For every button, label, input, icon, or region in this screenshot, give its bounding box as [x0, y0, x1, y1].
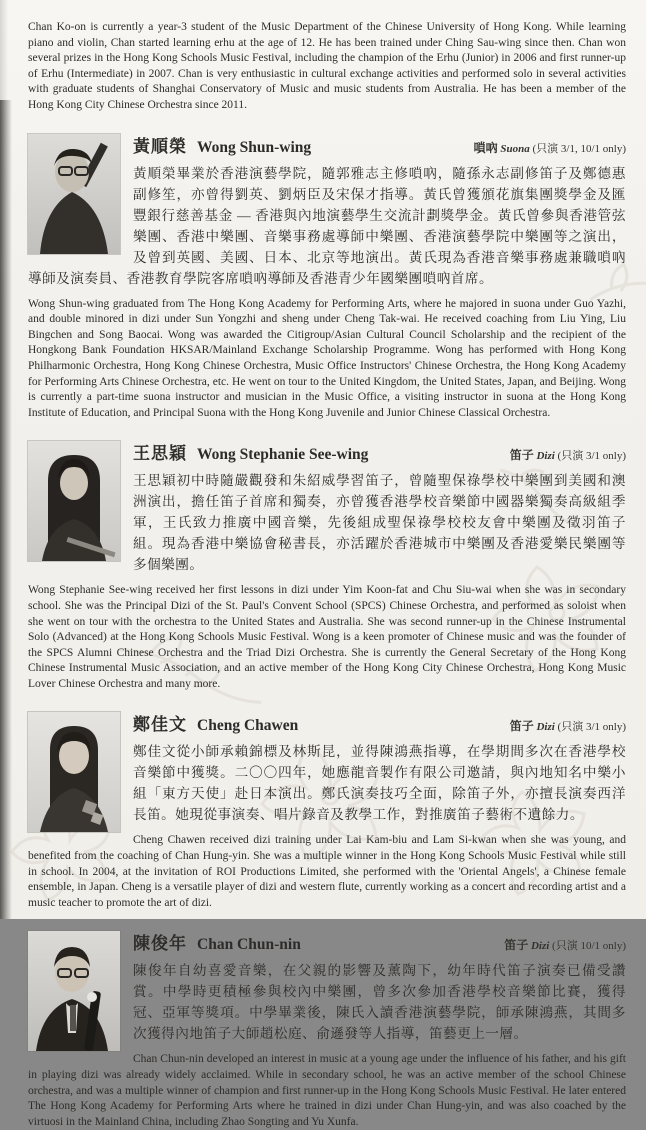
- portrait-wong-shun-wing: [28, 134, 120, 254]
- bio-english: Wong Stephanie See-wing received her first lessons in dizi under Yim Koon-fat and Chu Siu-wai when she was in secondary school. She was the Principal Dizi of the St. Paul's Convent School (SPCS) Chinese Orchestra, and performed as soloist when she went on tour with the orchestra to the United States and Australia. She was second runner-up in the Chinese Instrumental Solo (Advanced) at the Hong Kong Schools Music Festival. Wong is a keen promoter of Chinese music and was the founder of the SPCS Alumni Chinese Orchestra and the Triad Dizi Orchestra. She is currently the General Secretary of the Hong Kong Chinese Instrumental Music Association, and an active member of the Hong Kong City Chinese Orchestra, Hong Kong Music Lover Chinese Orchestra and many more.: [28, 584, 626, 690]
- section-header: [133, 130, 626, 157]
- instrument-label: [504, 936, 626, 953]
- performer-name: [133, 929, 301, 954]
- performer-name: [133, 132, 311, 157]
- portrait-photo-art: [28, 134, 120, 254]
- section-wong-stephanie-see-wing: [28, 437, 626, 692]
- performer-name-en: Chan Chun-nin: [197, 936, 301, 954]
- bio-english: Chan Chun-nin developed an interest in music at a young age under the influence of his father, and his gift in playing dizi was already widely acclaimed. While in secondary school, he was an active member of the school Chinese orchestra, and was a multiple winner of champion and first runner-up in the Hong Kong Schools Music Festival. He later entered The Hong Kong Academy for Performing Arts where he trained in dizi under Chan Hung-yin, and was also coached by the virtuosi in the Mainland China, including Zhao Songting and Yu Xunfa.: [28, 1053, 626, 1128]
- portrait-wong-stephanie-see-wing: [28, 441, 120, 561]
- bio-english: Wong Shun-wing graduated from The Hong Kong Academy for Performing Arts, where he majored in suona under Guo Yazhi, and double minored in dizi under Sun Yongzhi and sheng under Cheng Tak-wai. He received coaching from Liu Ying, Liu Bingchen and Song Baocai. Wong was awarded the Citigroup/Asian Cultural Council Scholarship and the recipient of the Hongkong Bank Foundation HKSAR/Mainland Exchange Scholarship Programme. Wong has performed with Hong Kong Philharmonic Orchestra, Hong Kong Chinese Orchestra, Music Office Instructors' Chinese Orchestra, the Hong Kong Academy for Performing Arts Chinese Orchestra, etc. He went on tour to the United Kingdom, the United States, Japan, and Beijing. Wong is currently a part-time suona instructor and musician in the Music Office, a visiting instructor in suona at the Hong Kong Institute of Education, and Principal Suona with the Hong Kong Juvenile and Junior Chinese Classical Orchestra.: [28, 297, 626, 419]
- bio-chinese: 王思穎初中時隨嚴觀發和朱紹威學習笛子，曾隨聖保祿學校中樂團到美國和澳洲演出，擔任笛子首席和獨奏，亦曾獲香港學校音樂節中國器樂獨奏高級組季軍，王氏致力推廣中國音樂，先後組成聖保祿學校校友會中樂團及徵羽笛子組。現為香港中樂協會秘書長，亦活躍於香港城市中樂團及香港愛樂民樂團等多個樂團。: [133, 473, 626, 573]
- scan-edge-shadow: [0, 100, 12, 919]
- portrait-photo-art: [28, 931, 120, 1051]
- performer-name-zh: 黃順榮: [133, 136, 187, 156]
- instrument-name-zh: 嗩吶: [473, 140, 498, 155]
- section-header: [133, 927, 626, 954]
- instrument-label: [510, 446, 626, 463]
- performer-name: [133, 439, 368, 464]
- performer-name-en: Wong Shun-wing: [197, 138, 312, 156]
- performer-name-zh: 陳俊年: [133, 934, 187, 954]
- performer-name-en: Cheng Chawen: [197, 717, 299, 735]
- section-wong-shun-wing: [28, 130, 626, 422]
- bio-chinese: 陳俊年自幼喜愛音樂，在父親的影響及薰陶下，幼年時代笛子演奏已備受讚賞。中學時更積極參與校內中樂團，曾多次參加香港學校音樂節比賽，獲得冠、亞軍等獎項。中學畢業後，陳氏入讀香港演藝學院，師承陳鴻燕，其間多次獲得內地笛子大師趙松庭、俞遜發等人指導，笛藝更上一層。: [133, 963, 626, 1042]
- section-header: [133, 708, 626, 735]
- instrument-name-en: Suona: [500, 142, 533, 155]
- portrait-chan-chun-nin: [28, 931, 120, 1051]
- performance-schedule: (只演 3/1 only): [557, 450, 626, 463]
- bio-english: Cheng Chawen received dizi training under Lai Kam-biu and Lam Si-kwan when she was young, and benefited from the coaching of Chan Hung-yin. She was a multiple winner in the Hong Kong Schools Music Festival while still in school. In 2004, at the invitation of ROI Productions Limited, she performed with the 'Oriental Angels', a Chinese female ensemble, in Japan. Cheng is a versatile player of dizi and western flute, currently working as a concert and recording artist and a music teacher to promote the art of dizi.: [28, 834, 626, 909]
- performer-name-en: Wong Stephanie See-wing: [197, 446, 369, 464]
- section-header: [133, 437, 626, 464]
- bio-chinese: 黃順榮畢業於香港演藝學院，隨郭雅志主修嗩吶，隨孫永志副修笛子及鄭德惠副修笙，亦曾得劉英、劉炳臣及宋保才指導。黃氏曾獲頒花旗集團獎學金及匯豐銀行慈善基金 — 香港與內地演藝學生交流計劃獎學金。黃氏曾參與香港管弦樂團、香港中樂團、音樂事務處導師中樂團、香港演藝學院中樂團等之演出，及曾到英國、美國、日本、北京等地演出。黃氏現為香港音樂事務處兼職嗩吶導師及演奏員、香港教育學院客席嗩吶導師及香港青少年國樂團嗩吶首席。: [28, 165, 626, 286]
- performer-name-zh: 王思穎: [133, 444, 187, 464]
- performer-name-zh: 鄭佳文: [133, 715, 187, 735]
- performance-schedule: (只演 10/1 only): [552, 940, 626, 953]
- portrait-photo-art: [28, 712, 120, 832]
- instrument-name-en: Dizi: [536, 450, 558, 463]
- intro-paragraph: Chan Ko-on is currently a year-3 student of the Music Department of the Chinese University of Hong Kong. While learning piano and violin, Chan started learning erhu at the age of 12. He has been trained under Ching Sau-wing since then. Chan won several prizes in the Hong Kong Schools Music Festival, including the champion of the Erhu (Junior) in 2006 and first runner-up of Erhu (Intermediate) in 2007. Chan is very enthusiastic in cultural exchange activities and performed solo in several activities with graduate students of Shanghai Conservatory of Music and music students from Australia. He has been a member of the Hong Kong City Chinese Orchestra since 2011.: [28, 21, 626, 111]
- instrument-name-zh: 笛子: [509, 719, 534, 734]
- instrument-name-zh: 笛子: [504, 938, 529, 953]
- instrument-name-en: Dizi: [530, 940, 553, 953]
- bio-chinese: 鄭佳文從小師承賴錦標及林斯昆，並得陳鴻燕指導，在學期間多次在香港學校音樂節中獲獎。二〇〇四年，她應龍音製作有限公司邀請，與內地知名中樂小組「東方天使」赴日本演出。鄭氏演奏技巧全面，除笛子外，亦擅長演奏西洋長笛。她現從事演奏、唱片錄音及教學工作，對推廣笛子藝術不遺餘力。: [133, 744, 626, 823]
- scan-edge-shadow-top: [0, 0, 8, 100]
- performance-schedule: (只演 3/1 only): [557, 721, 626, 734]
- instrument-name-en: Dizi: [536, 721, 558, 734]
- performer-name: [133, 710, 298, 735]
- instrument-label: [474, 139, 626, 156]
- instrument-label: [510, 717, 626, 734]
- performance-schedule: (只演 3/1, 10/1 only): [532, 142, 626, 155]
- section-chan-chun-nin: [28, 927, 626, 1130]
- instrument-name-zh: 笛子: [509, 448, 534, 463]
- portrait-cheng-chawen: [28, 712, 120, 832]
- portrait-photo-art: [28, 441, 120, 561]
- section-cheng-chawen: [28, 708, 626, 911]
